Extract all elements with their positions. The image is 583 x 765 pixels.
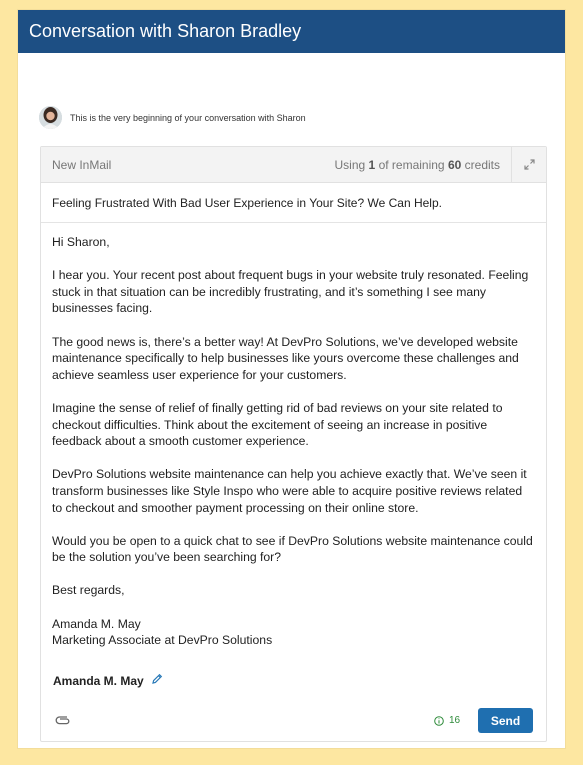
expand-icon — [524, 159, 535, 170]
credits-used: 1 — [368, 157, 376, 172]
body-paragraph: Hi Sharon, — [52, 235, 110, 249]
conversation-panel — [18, 10, 565, 748]
expand-button[interactable] — [511, 147, 546, 182]
character-count-value: 16 — [449, 715, 461, 726]
send-button[interactable]: Send — [478, 708, 533, 733]
conversation-title: Conversation with Sharon Bradley — [29, 21, 302, 41]
conversation-intro — [39, 106, 306, 129]
composer-header — [41, 147, 546, 183]
composer-footer — [41, 707, 546, 741]
body-paragraph: Best regards, — [52, 583, 125, 598]
attachment-paperclip-icon — [55, 713, 71, 729]
attach-button[interactable] — [55, 713, 71, 734]
info-circle-icon — [434, 716, 444, 726]
credits-suffix: credits — [464, 157, 500, 172]
credits-mid: of remaining — [378, 157, 445, 172]
avatar — [39, 106, 62, 129]
closing-title: Marketing Associate at DevPro Solutions — [52, 633, 273, 648]
edit-signature-button[interactable] — [151, 673, 163, 688]
edit-pencil-icon — [151, 673, 163, 685]
body-paragraph: DevPro Solutions website maintenance can help you achieve exactly that. We’ve seen it transform businesses like Style Inspo who were able to acquire positive reviews related to checkout and smoother payment processing on their online store. — [52, 467, 527, 515]
body-paragraph: Imagine the sense of relief of finally getting rid of bad reviews on your site related to checkout difficulties. Think about the excitement of seeing an increase in positive feedback about a smooth customer experience. — [52, 400, 503, 449]
composer-label: New InMail — [52, 157, 112, 172]
credits-prefix: Using — [334, 157, 366, 172]
body-paragraph: The good news is, there’s a better way! At DevPro Solutions, we’ve developed website maintenance specifically to help businesses like yours overcome these challenges and achieve seamless user experience for your customers. — [52, 334, 519, 382]
body-paragraph: Would you be open to a quick chat to see if DevPro Solutions website maintenance could be the solution you’ve been searching for? — [52, 533, 533, 565]
inmail-composer — [40, 146, 547, 742]
signature — [53, 673, 163, 688]
character-count — [434, 715, 460, 726]
closing-name: Amanda M. May — [52, 616, 141, 631]
intro-text: This is the very beginning of your conversation with Sharon — [70, 112, 306, 123]
message-body[interactable] — [41, 223, 546, 649]
conversation-header — [18, 10, 565, 53]
subject-field[interactable]: Feeling Frustrated With Bad User Experience in Your Site? We Can Help. — [41, 183, 546, 223]
credits-remaining: 60 — [447, 157, 462, 172]
body-paragraph: I hear you. Your recent post about frequent bugs in your website truly resonated. Feeling stuck in that situation can be incredibly frustrating, and it’s something I see many businesses facing. — [52, 268, 529, 316]
signature-name: Amanda M. May — [53, 673, 144, 688]
